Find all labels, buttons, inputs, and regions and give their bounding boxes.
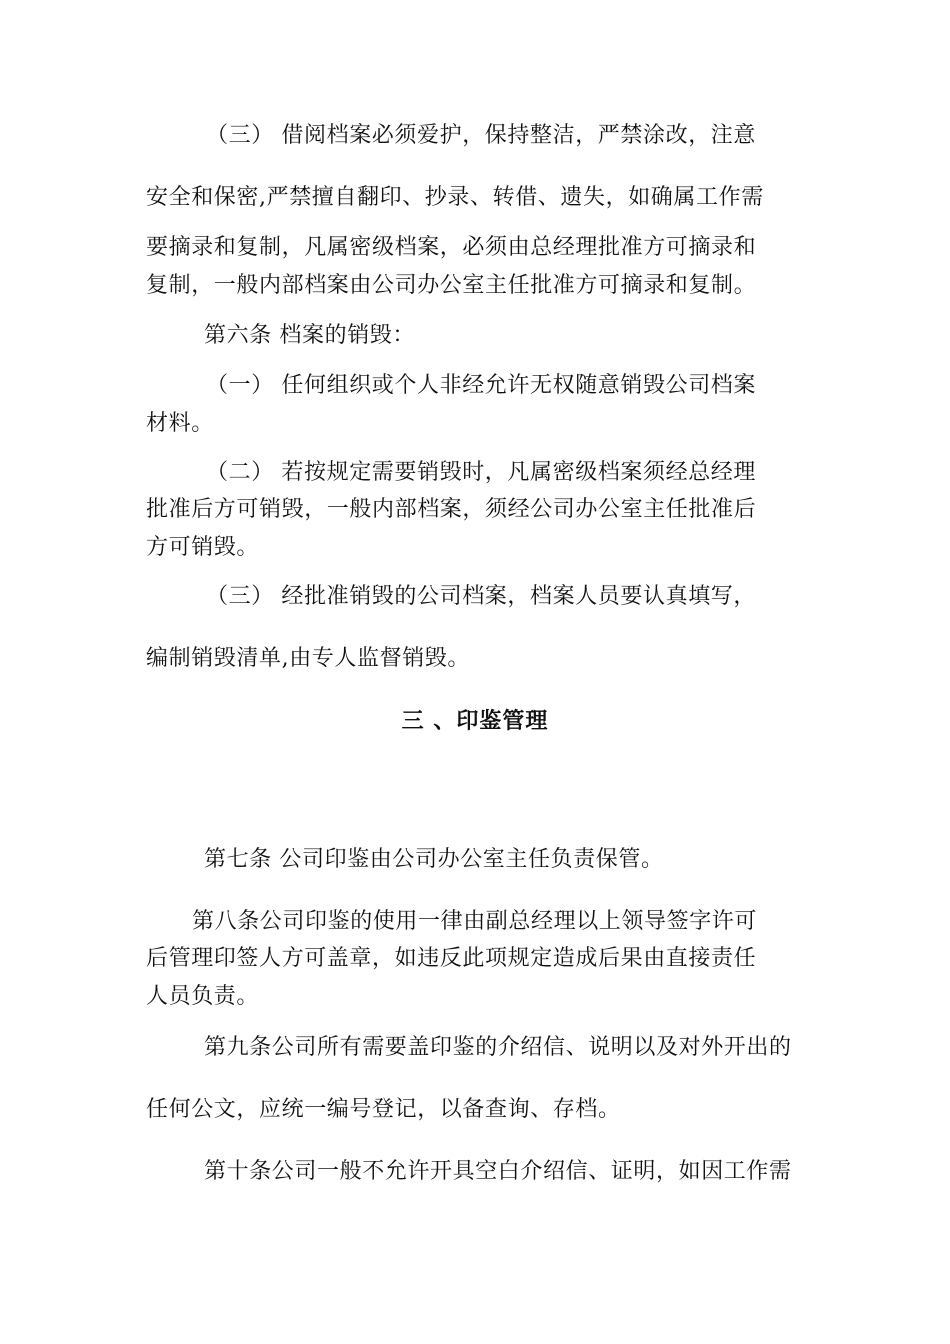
- paragraph-line: 任何公文，应统一编号登记，以备查询、存档。: [146, 1097, 621, 1122]
- paragraph-line: 后管理印签人方可盖章，如违反此项规定造成后果由直接责任: [146, 946, 757, 971]
- article-eight: 第八条公司印鉴的使用一律由副总经理以上领导签字许可: [192, 909, 758, 934]
- article-nine: 第九条公司所有需要盖印鉴的介绍信、说明以及对外开出的: [204, 1035, 792, 1060]
- paragraph-line: （三） 经批准销毁的公司档案，档案人员要认真填写，: [206, 584, 756, 609]
- paragraph-line: 方可销毁。: [146, 535, 260, 560]
- paragraph-line: 复制，一般内部档案由公司办公室主任批准方可摘录和复制。: [146, 273, 757, 298]
- article-seven: 第七条 公司印鉴由公司办公室主任负责保管。: [204, 847, 664, 872]
- paragraph-line: （二） 若按规定需要销毁时，凡属密级档案须经总经理: [206, 460, 756, 485]
- article-ten: 第十条公司一般不允许开具空白介绍信、证明，如因工作需: [204, 1159, 792, 1184]
- paragraph-line: 编制销毁清单,由专人监督销毁。: [146, 646, 470, 671]
- paragraph-line: （三） 借阅档案必须爱护，保持整洁，严禁涂改，注意: [206, 123, 756, 148]
- article-six-title: 第六条 档案的销毁：: [204, 323, 415, 348]
- paragraph-line: 要摘录和复制，凡属密级档案，必须由总经理批准方可摘录和: [146, 235, 757, 260]
- paragraph-line: 材料。: [146, 411, 214, 436]
- paragraph-line: 人员负责。: [146, 984, 260, 1009]
- paragraph-line: 安全和保密,严禁擅自翻印、抄录、转借、遗失，如确属工作需: [146, 185, 764, 210]
- paragraph-line: 批准后方可销毁，一般内部档案，须经公司办公室主任批准后: [146, 497, 757, 522]
- section-heading: 三 、印鉴管理: [401, 709, 549, 734]
- paragraph-line: （一） 任何组织或个人非经允许无权随意销毁公司档案: [206, 373, 756, 398]
